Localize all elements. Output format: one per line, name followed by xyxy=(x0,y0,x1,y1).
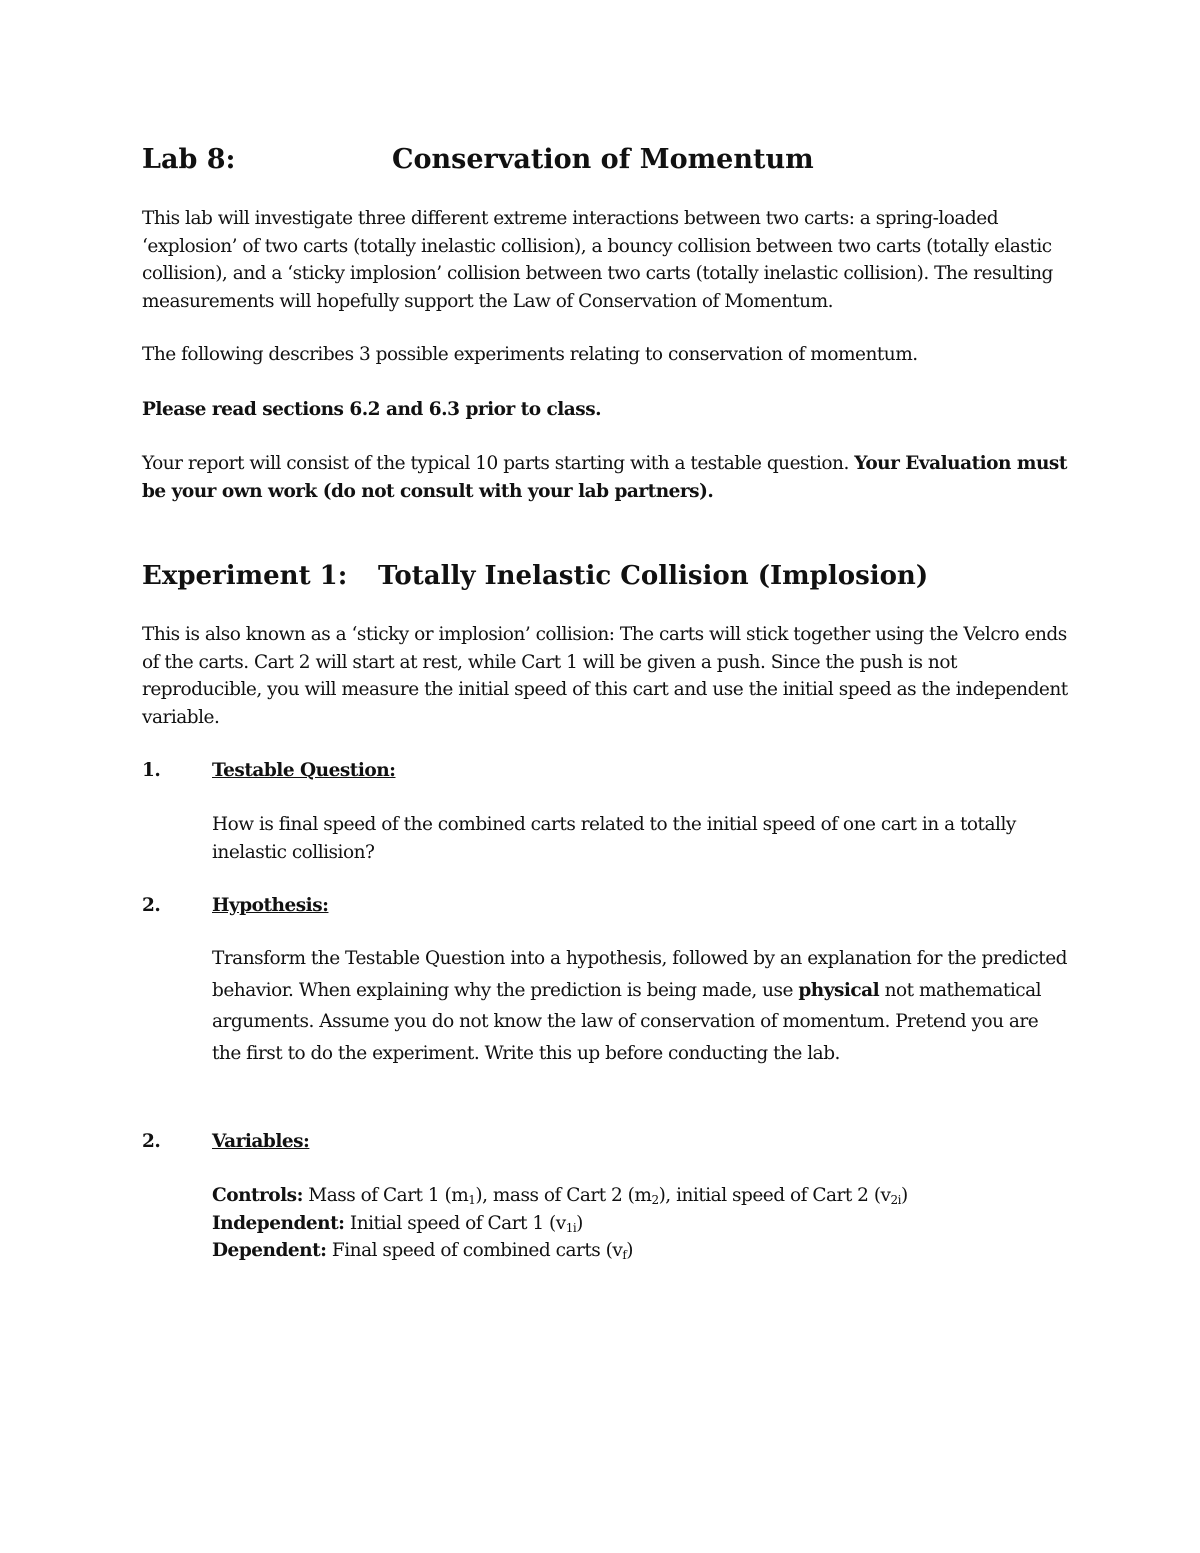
controls-label: Controls: xyxy=(212,1185,303,1206)
independent-line xyxy=(212,1210,1072,1238)
dependent-text: ) xyxy=(626,1240,633,1261)
hypothesis-text-part: not mathematical arguments. Assume you do not know the law of conservation of momentum. Pretend you are the first to do the experiment. Write this up before conducting the lab. xyxy=(212,979,1042,1064)
independent-text: Initial speed of Cart 1 (v xyxy=(344,1212,566,1234)
dependent-line xyxy=(212,1237,1072,1265)
report-paragraph xyxy=(142,450,1072,505)
report-evaluation-note: Your Evaluation must be your own work (do not consult with your lab partners). xyxy=(142,453,1067,502)
dependent-text: Final speed of combined carts (v xyxy=(326,1240,623,1261)
item-heading: Testable Question: xyxy=(212,760,396,781)
controls-line xyxy=(212,1182,1072,1210)
experiment-title: Totally Inelastic Collision (Implosion) xyxy=(378,561,929,591)
hypothesis-text xyxy=(212,943,1072,1069)
intro-paragraph: This lab will investigate three different extreme interactions between two carts: a spring-loaded ‘explosion’ of two carts (totally inelastic collision), a bouncy collision between two carts (totally elastic collision), and a ‘sticky implosion’ collision between two carts (totally inelastic collision). The resulting measurements will hopefully support the Law of Conservation of Momentum. xyxy=(142,208,1053,312)
testable-question-text: How is final speed of the combined carts related to the initial speed of one cart in a totally inelastic collision? xyxy=(212,814,1016,863)
item-heading: Variables: xyxy=(212,1131,310,1152)
hypothesis-emphasis: physical xyxy=(798,979,880,1001)
controls-text: Mass of Cart 1 (m xyxy=(302,1185,469,1206)
lab-heading xyxy=(142,140,1062,180)
subscript: 2 xyxy=(651,1193,659,1207)
experiment-description: This is also known as a ‘sticky or implosion’ collision: The carts will stick together using the Velcro ends of the carts. Cart 2 will start at rest, while Cart 1 will be given a push. Since the push is not reproducible, you will measure the initial speed of this cart and use the initial speed as the independent variable. xyxy=(142,624,1068,728)
hypothesis-text-part: Transform the Testable Question into a hypothesis, followed by an explanation for the predicted behavior. When explaining why the prediction is being made, use xyxy=(212,948,1067,1001)
item-hypothesis-heading xyxy=(142,892,1042,920)
item-number: 2. xyxy=(142,895,161,916)
independent-label: Independent: xyxy=(212,1212,345,1234)
independent-text: ) xyxy=(576,1212,583,1234)
item-number: 2. xyxy=(142,1131,161,1152)
dependent-label: Dependent: xyxy=(212,1240,327,1261)
variables-list xyxy=(212,1182,1072,1265)
controls-text: ), initial speed of Cart 2 (v xyxy=(658,1185,891,1206)
controls-text: ), mass of Cart 2 (m xyxy=(475,1185,652,1206)
experiments-overview: The following describes 3 possible experiments relating to conservation of momentum. xyxy=(142,344,918,365)
experiment-number: Experiment 1: xyxy=(142,561,348,591)
lab-number: Lab 8: xyxy=(142,144,236,175)
report-text: Your report will consist of the typical 10 parts starting with a testable question. xyxy=(142,453,855,474)
subscript: 1i xyxy=(565,1220,577,1235)
lab-title: Conservation of Momentum xyxy=(392,144,814,175)
item-number: 1. xyxy=(142,760,161,781)
controls-text: ) xyxy=(900,1185,908,1206)
reading-note: Please read sections 6.2 and 6.3 prior to class. xyxy=(142,399,602,420)
subscript: f xyxy=(622,1248,627,1262)
subscript: 2i xyxy=(890,1193,901,1207)
item-testable-question-heading xyxy=(142,757,1042,785)
item-heading: Hypothesis: xyxy=(212,895,329,916)
experiment-heading xyxy=(142,556,1062,596)
subscript: 1 xyxy=(468,1193,476,1207)
item-variables-heading xyxy=(142,1128,1042,1156)
